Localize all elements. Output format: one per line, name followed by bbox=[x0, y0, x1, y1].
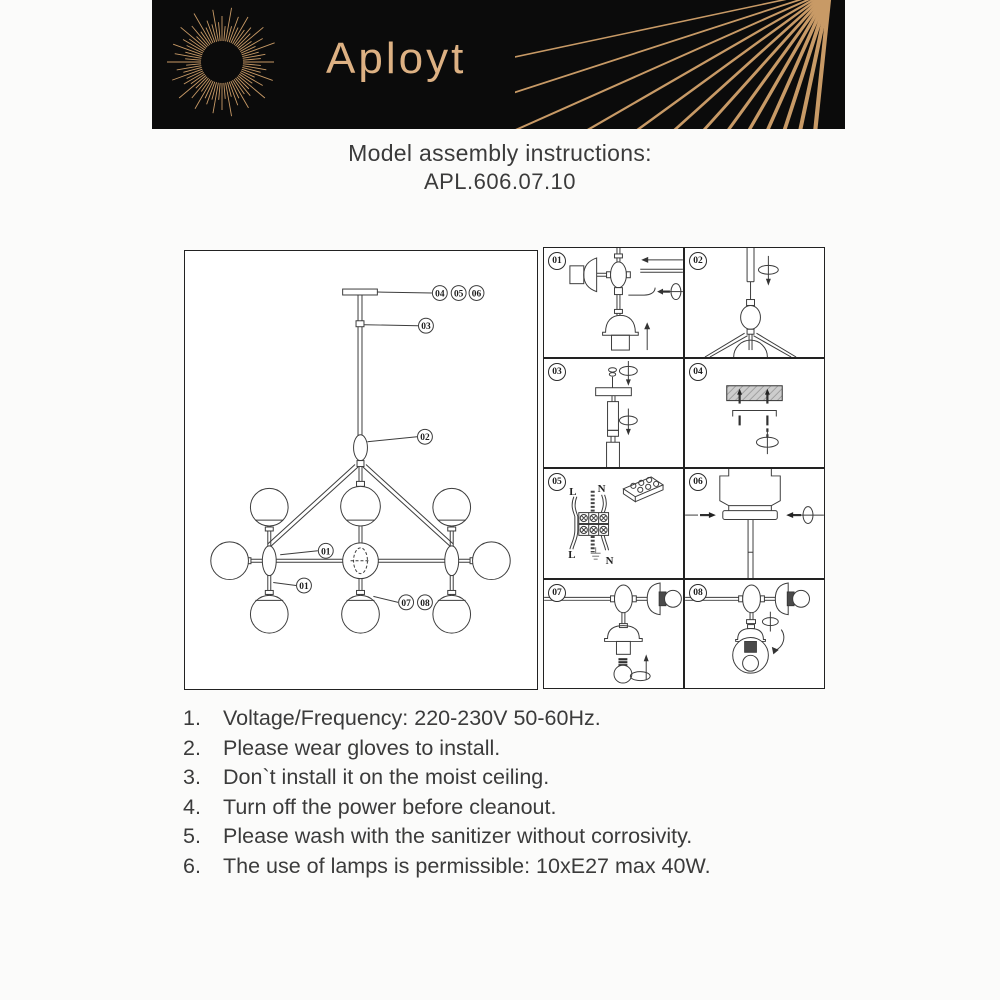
sunburst-logo-icon bbox=[160, 0, 284, 124]
step-number-badge: 05 bbox=[548, 473, 566, 491]
step-panel-06 bbox=[684, 468, 825, 579]
neutral-label-bottom: N bbox=[605, 555, 614, 568]
callout-01: 01 bbox=[321, 547, 331, 558]
live-label-bottom: L bbox=[568, 549, 576, 562]
instruction-number: 5. bbox=[183, 824, 201, 848]
callout-05: 05 bbox=[453, 289, 464, 300]
callout-03: 03 bbox=[421, 322, 431, 333]
step-number-badge: 03 bbox=[548, 363, 566, 381]
instruction-text: Voltage/Frequency: 220-230V 50-60Hz. bbox=[223, 706, 601, 730]
step-number-badge: 06 bbox=[689, 473, 707, 491]
chandelier-drawing bbox=[185, 251, 536, 688]
right-spindle-hub bbox=[445, 546, 459, 576]
instruction-item bbox=[183, 793, 843, 823]
step-number-badge: 01 bbox=[548, 252, 566, 270]
left-spindle-hub bbox=[262, 546, 276, 576]
step-number-badge: 04 bbox=[689, 363, 707, 381]
callout-06: 06 bbox=[471, 289, 482, 300]
instruction-text: The use of lamps is permissible: 10xE27 max 40W. bbox=[223, 853, 711, 878]
instruction-item bbox=[183, 763, 843, 793]
live-label-top: L bbox=[569, 485, 577, 498]
step-panel-01 bbox=[543, 247, 684, 358]
callout-07: 07 bbox=[401, 598, 411, 609]
main-hub bbox=[354, 435, 368, 461]
instruction-text: Turn off the power before cleanout. bbox=[223, 794, 557, 819]
callout-08: 08 bbox=[420, 598, 430, 609]
callout-01: 01 bbox=[299, 581, 309, 592]
step-panel-07 bbox=[543, 579, 684, 690]
brand-name: Aployt bbox=[326, 34, 467, 83]
instruction-item bbox=[183, 734, 843, 764]
instruction-number: 6. bbox=[183, 853, 201, 878]
corner-rays-decoration bbox=[515, 0, 845, 129]
step-number-badge: 02 bbox=[689, 252, 707, 270]
neutral-label-top: N bbox=[597, 482, 606, 495]
lamp-globe bbox=[342, 595, 380, 633]
chandelier-overview-box bbox=[184, 250, 538, 690]
instruction-item bbox=[183, 822, 843, 852]
step-panel-03 bbox=[543, 358, 684, 469]
model-number: APL.606.07.10 bbox=[423, 169, 577, 194]
lamp-globe bbox=[250, 595, 288, 633]
terminal-block-3d bbox=[623, 477, 663, 502]
lamp-globe bbox=[211, 542, 249, 580]
instruction-item bbox=[183, 704, 843, 734]
instruction-text: Please wash with the sanitizer without corrosivity. bbox=[223, 824, 693, 848]
lamp-globe bbox=[473, 542, 511, 580]
step-panel-05 bbox=[543, 468, 684, 579]
step-number-badge: 08 bbox=[689, 584, 707, 602]
brand-header bbox=[152, 0, 845, 129]
instruction-number: 2. bbox=[183, 735, 201, 760]
instruction-number: 1. bbox=[183, 706, 201, 730]
lamp-globe bbox=[433, 595, 471, 633]
ceiling-block bbox=[727, 385, 782, 400]
step-number-badge: 07 bbox=[548, 584, 566, 602]
step-panel-04 bbox=[684, 358, 825, 469]
instruction-text: Don`t install it on the moist ceiling. bbox=[223, 765, 550, 789]
callout-02: 02 bbox=[420, 433, 430, 444]
instruction-number: 4. bbox=[183, 794, 201, 819]
ceiling-plate bbox=[343, 289, 378, 295]
page-title: Model assembly instructions: bbox=[348, 140, 652, 166]
assembly-steps-grid bbox=[543, 247, 825, 689]
callout-04: 04 bbox=[435, 289, 445, 300]
title-block bbox=[0, 138, 1000, 196]
instruction-item bbox=[183, 852, 843, 882]
instruction-number: 3. bbox=[183, 765, 201, 789]
step-panel-08 bbox=[684, 579, 825, 690]
instructions-list bbox=[183, 704, 843, 881]
stem-joint bbox=[356, 321, 364, 327]
instruction-text: Please wear gloves to install. bbox=[223, 735, 501, 760]
step-panel-02 bbox=[684, 247, 825, 358]
